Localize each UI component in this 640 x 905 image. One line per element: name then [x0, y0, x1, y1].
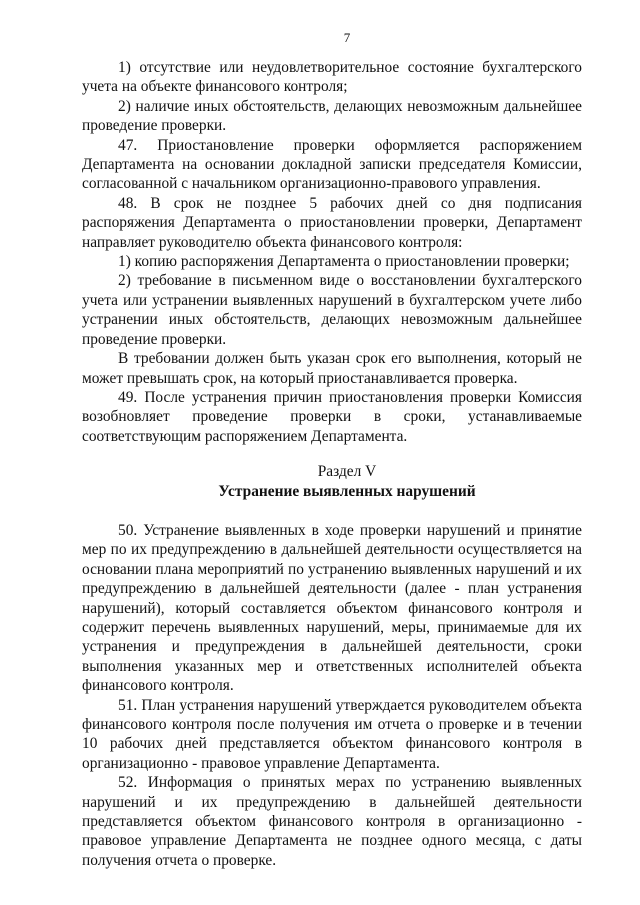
paragraph: 47. Приостановление проверки оформляется распоряжением Департамента на основании докладной записки председателя Комиссии, согласованной с начальником организационно-правового управления.	[82, 136, 582, 193]
paragraph: 1) копию распоряжения Департамента о приостановлении проверки;	[118, 253, 570, 271]
paragraph: 2) наличие иных обстоятельств, делающих невозможным дальнейшее проведение проверки.	[82, 97, 582, 135]
paragraph: 48. В срок не позднее 5 рабочих дней со дня подписания распоряжения Департамента о приостановлении проверки, Департамент направляет руководителю объекта финансового контроля:	[82, 194, 582, 251]
page-number: 7	[343, 30, 351, 45]
document-page	[82, 30, 582, 870]
paragraph: 49. После устранения причин приостановления проверки Комиссия возобновляет проведение проверки в сроки, устанавливаемые соответствующим распоряжением Департамента.	[82, 388, 582, 445]
paragraph: 50. Устранение выявленных в ходе проверки нарушений и принятие мер по их предупреждению в дальнейшей деятельности осуществляется на основании плана мероприятий по устранению выявленных нарушений и их предупреждению в дальнейшей деятельности (далее - план устранения нарушений), который составляется объектом финансового контроля и содержит перечень выявленных нарушений, меры, принимаемые для их устранения и предупреждения в дальнейшей деятельности, сроки выполнения указанных мер и ответственных исполнителей объекта финансового контроля.	[82, 521, 582, 695]
paragraph: 2) требование в письменном виде о восстановлении бухгалтерского учета или устранении выявленных нарушений в бухгалтерском учете либо устранении иных обстоятельств, делающих невозможным дальнейшее проведение проверки.	[82, 272, 582, 348]
section-label: Раздел V	[317, 463, 377, 481]
paragraph: 1) отсутствие или неудовлетворительное состояние бухгалтерского учета на объекте финансового контроля;	[82, 59, 582, 96]
paragraph: 52. Информация о принятых мерах по устранению выявленных нарушений и их предупреждению в дальнейшей деятельности представляется объектом финансового контроля в организационно - правовое управление Департамента не позднее одного месяца, с даты получения отчета о проверке.	[82, 774, 582, 869]
section-title: Устранение выявленных нарушений	[218, 482, 476, 500]
paragraph: В требовании должен быть указан срок его выполнения, который не может превышать срок, на который приостанавливается проверка.	[82, 350, 582, 387]
paragraph: 51. План устранения нарушений утверждается руководителем объекта финансового контроля после получения им отчета о проверке и в течении 10 рабочих дней представляется объектом финансового контроля в организационно - правовое управление Департамента.	[82, 696, 582, 772]
